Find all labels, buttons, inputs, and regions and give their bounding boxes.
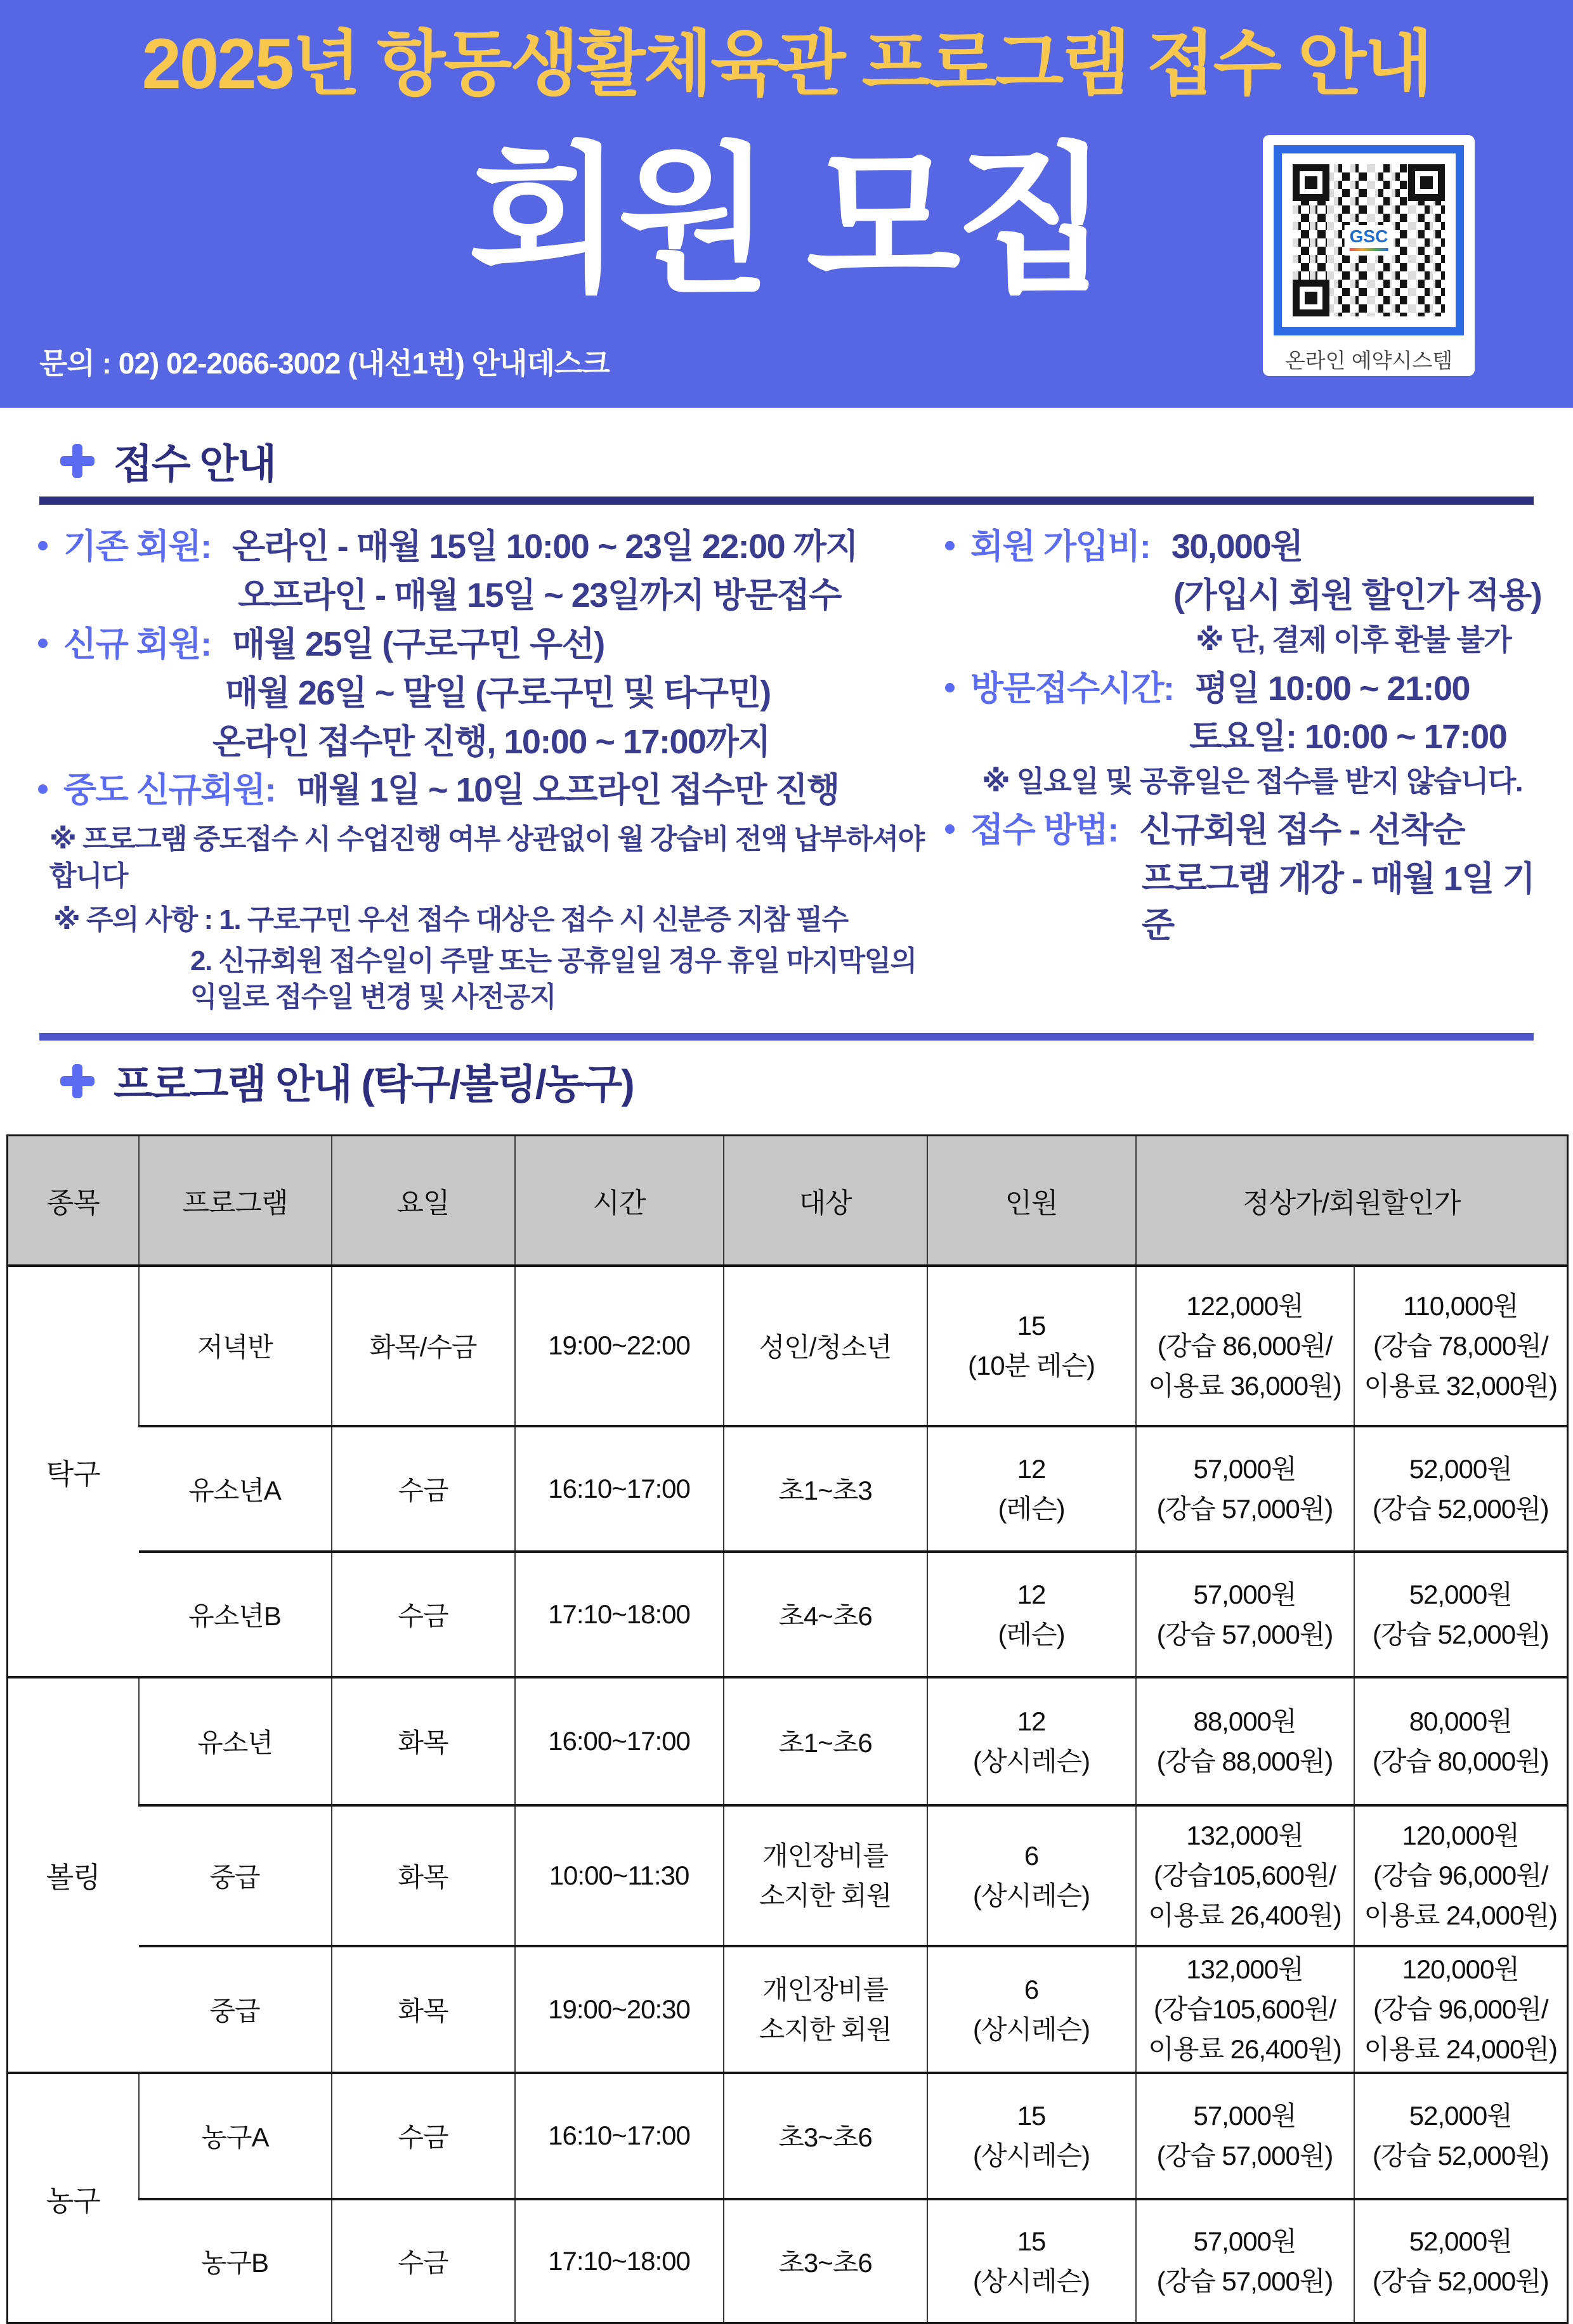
table-row <box>8 1426 1568 1552</box>
method-text: 신규회원 접수 - 선착순 <box>1139 811 1465 850</box>
cell-price-regular: 57,000원 (강습 57,000원) <box>1136 2073 1354 2199</box>
cell-capacity: 12 (상시레슨) <box>927 1677 1136 1805</box>
cell-program: 중급 <box>139 1946 332 2073</box>
cell-day: 화목 <box>332 1805 515 1946</box>
mid-member-line <box>38 767 926 814</box>
contact-info: 문의 : 02) 02-2066-3002 (내선1번) 안내데스크 <box>39 347 610 380</box>
table-row <box>8 1805 1568 1946</box>
visit-time-line <box>945 666 1560 712</box>
cell-price-member: 52,000원 (강습 52,000원) <box>1354 2199 1568 2323</box>
cell-target: 개인장비를 소지한 회원 <box>724 1946 927 2073</box>
cell-program: 저녁반 <box>139 1266 332 1426</box>
cell-time: 16:10~17:00 <box>515 1426 724 1552</box>
cell-target: 초4~초6 <box>724 1552 927 1677</box>
reception-left-column <box>38 524 926 1020</box>
table-row <box>8 1946 1568 2073</box>
reception-heading <box>0 432 1573 490</box>
qr-finder-icon <box>1408 164 1445 201</box>
cell-target: 초3~초6 <box>724 2073 927 2199</box>
table-row <box>8 2199 1568 2323</box>
cell-target: 개인장비를 소지한 회원 <box>724 1805 927 1946</box>
header-target: 대상 <box>724 1136 927 1266</box>
cell-price-regular: 122,000원 (강습 86,000원/ 이용료 36,000원) <box>1136 1266 1354 1426</box>
header-program: 프로그램 <box>139 1136 332 1266</box>
cell-capacity: 6 (상시레슨) <box>927 1946 1136 2073</box>
section-heading-label: 프로그램 안내 (탁구/볼링/농구) <box>114 1061 634 1108</box>
existing-member-line <box>38 524 926 570</box>
qr-card <box>1263 135 1475 376</box>
caution-line1: ※ 주의 사항 : 1. 구로구민 우선 접수 대상은 접수 시 신분증 지참 필수 <box>53 904 848 935</box>
cell-time: 17:10~18:00 <box>515 1552 724 1677</box>
cell-capacity: 15 (상시레슨) <box>927 2073 1136 2199</box>
cell-price-member: 120,000원 (강습 96,000원/ 이용료 24,000원) <box>1354 1805 1568 1946</box>
fee-line <box>945 524 1560 570</box>
divider <box>39 497 1534 505</box>
cell-day: 수금 <box>332 2199 515 2323</box>
cell-price-regular: 88,000원 (강습 88,000원) <box>1136 1677 1354 1805</box>
qr-frame <box>1274 145 1464 335</box>
bullet-icon <box>945 683 955 692</box>
cell-target: 초1~초6 <box>724 1677 927 1805</box>
qr-finder-icon <box>1293 164 1329 201</box>
banner-title: 2025년 항동생활체육관 프로그램 접수 안내 <box>141 24 1432 103</box>
bullet-icon <box>38 639 48 648</box>
cell-program: 농구B <box>139 2199 332 2323</box>
cell-price-member: 52,000원 (강습 52,000원) <box>1354 1426 1568 1552</box>
cell-time: 19:00~22:00 <box>515 1266 724 1426</box>
cell-program: 농구A <box>139 2073 332 2199</box>
cell-day: 수금 <box>332 1426 515 1552</box>
cell-price-member: 52,000원 (강습 52,000원) <box>1354 1552 1568 1677</box>
cell-program: 중급 <box>139 1805 332 1946</box>
new-member-line <box>38 621 926 668</box>
header-price: 정상가/회원할인가 <box>1136 1136 1568 1266</box>
cell-day: 화목 <box>332 1946 515 2073</box>
cell-target: 초1~초3 <box>724 1426 927 1552</box>
cell-day: 수금 <box>332 2073 515 2199</box>
table-row <box>8 1552 1568 1677</box>
program-table <box>6 1134 1569 2324</box>
method-label: 접수 방법: <box>970 811 1118 850</box>
qr-finder-icon <box>1293 280 1329 316</box>
category-cell: 볼링 <box>8 1677 139 2073</box>
header-day: 요일 <box>332 1136 515 1266</box>
fee-label: 회원 가입비: <box>970 528 1151 566</box>
plus-icon <box>60 444 95 478</box>
cell-target: 초3~초6 <box>724 2199 927 2323</box>
existing-member-text: 온라인 - 매월 15일 10:00 ~ 23일 22:00 까지 <box>232 528 858 566</box>
bullet-icon <box>38 541 48 550</box>
header-category: 종목 <box>8 1136 139 1266</box>
cell-price-member: 80,000원 (강습 80,000원) <box>1354 1677 1568 1805</box>
table-header-row <box>8 1136 1568 1266</box>
cell-capacity: 12 (레슨) <box>927 1552 1136 1677</box>
gsc-logo: GSC <box>1345 225 1394 256</box>
new-member-line2: 매월 26일 ~ 말일 (구로구민 및 타구민) <box>225 673 771 712</box>
fee-note: ※ 단, 결제 이후 환불 불가 <box>1196 623 1511 656</box>
header-capacity: 인원 <box>927 1136 1136 1266</box>
cell-day: 수금 <box>332 1552 515 1677</box>
divider <box>39 1033 1534 1041</box>
cell-price-regular: 132,000원 (강습105,600원/ 이용료 26,400원) <box>1136 1805 1354 1946</box>
page-title: 회원 모집 <box>468 132 1105 310</box>
table-row <box>8 1677 1568 1805</box>
fee-line2: (가입시 회원 할인가 적용) <box>1173 576 1542 614</box>
visit-time-label: 방문접수시간: <box>970 669 1174 708</box>
cell-price-member: 52,000원 (강습 52,000원) <box>1354 2073 1568 2199</box>
new-member-text: 매월 25일 (구로구민 우선) <box>232 625 604 663</box>
table-row <box>8 2073 1568 2199</box>
cell-program: 유소년 <box>139 1677 332 1805</box>
cell-price-regular: 57,000원 (강습 57,000원) <box>1136 2199 1354 2323</box>
cell-price-regular: 57,000원 (강습 57,000원) <box>1136 1552 1354 1677</box>
category-cell: 농구 <box>8 2073 139 2323</box>
reception-columns <box>0 505 1573 1020</box>
cell-capacity: 15 (상시레슨) <box>927 2199 1136 2323</box>
bullet-icon <box>38 784 48 794</box>
existing-member-line2: 오프라인 - 매월 15일 ~ 23일까지 방문접수 <box>238 576 841 614</box>
cell-price-regular: 132,000원 (강습105,600원/ 이용료 26,400원) <box>1136 1946 1354 2073</box>
plus-icon <box>60 1064 95 1098</box>
section-heading-label: 접수 안내 <box>114 441 276 487</box>
table-row <box>8 1266 1568 1426</box>
cell-program: 유소년A <box>139 1426 332 1552</box>
mid-member-text: 매월 1일 ~ 10일 오프라인 접수만 진행 <box>296 771 839 810</box>
cell-program: 유소년B <box>139 1552 332 1677</box>
category-cell: 탁구 <box>8 1266 139 1677</box>
visit-time-line2: 토요일: 10:00 ~ 17:00 <box>1189 718 1507 756</box>
mid-member-label: 중도 신규회원: <box>63 771 275 810</box>
section-reception <box>0 432 1573 1020</box>
cell-day: 화목/수금 <box>332 1266 515 1426</box>
cell-day: 화목 <box>332 1677 515 1805</box>
cell-capacity: 12 (레슨) <box>927 1426 1136 1552</box>
cell-time: 17:10~18:00 <box>515 2199 724 2323</box>
program-heading <box>0 1052 1573 1110</box>
header-time: 시간 <box>515 1136 724 1266</box>
cell-price-member: 110,000원 (강습 78,000원/ 이용료 32,000원) <box>1354 1266 1568 1426</box>
new-member-line3: 온라인 접수만 진행, 10:00 ~ 17:00까지 <box>212 722 770 761</box>
visit-note: ※ 일요일 및 공휴일은 접수를 받지 않습니다. <box>982 765 1523 798</box>
method-line <box>945 807 1560 854</box>
midway-note: ※ 프로그램 중도접수 시 수업진행 여부 상관없이 월 강습비 전액 납부하셔야 합니다 <box>49 824 924 892</box>
cell-time: 10:00~11:30 <box>515 1805 724 1946</box>
cell-price-regular: 57,000원 (강습 57,000원) <box>1136 1426 1354 1552</box>
header-banner <box>0 0 1573 408</box>
visit-time-text: 평일 10:00 ~ 21:00 <box>1194 669 1470 708</box>
bullet-icon <box>945 541 955 550</box>
existing-member-label: 기존 회원: <box>63 528 211 566</box>
cell-time: 16:10~17:00 <box>515 2073 724 2199</box>
caution-line2: 2. 신규회원 접수일이 주말 또는 공휴일일 경우 휴일 마지막일의 익일로 접수일 변경 및 사전공지 <box>190 945 917 1013</box>
cell-time: 19:00~20:30 <box>515 1946 724 2073</box>
cell-target: 성인/청소년 <box>724 1266 927 1426</box>
method-line2: 프로그램 개강 - 매월 1일 기준 <box>1142 860 1535 944</box>
qr-caption: 온라인 예약시스템 <box>1284 349 1453 372</box>
cell-price-member: 120,000원 (강습 96,000원/ 이용료 24,000원) <box>1354 1946 1568 2073</box>
reception-right-column <box>945 524 1560 1020</box>
cell-capacity: 6 (상시레슨) <box>927 1805 1136 1946</box>
new-member-label: 신규 회원: <box>63 625 211 663</box>
qr-code <box>1293 164 1445 316</box>
cell-time: 16:00~17:00 <box>515 1677 724 1805</box>
cell-capacity: 15 (10분 레슨) <box>927 1266 1136 1426</box>
bullet-icon <box>945 824 955 834</box>
fee-text: 30,000원 <box>1171 528 1303 566</box>
